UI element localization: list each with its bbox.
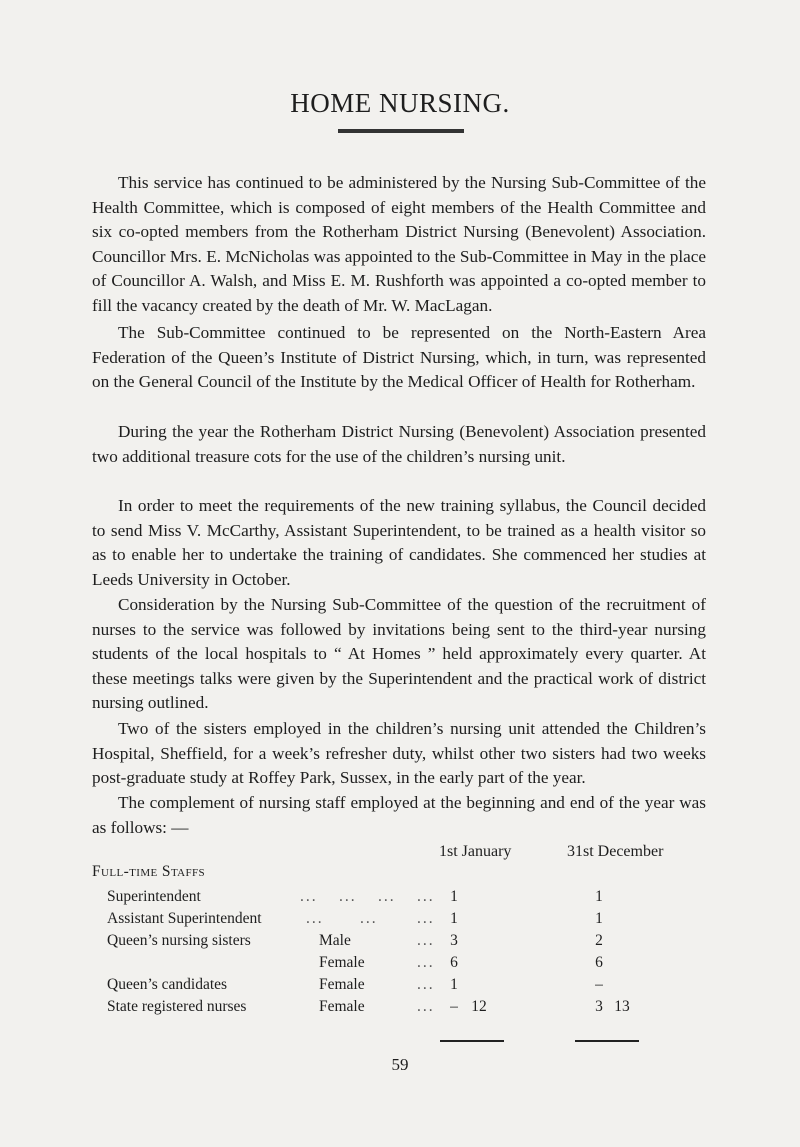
row-sex: Female [319,954,365,971]
paragraph-4: In order to meet the requirements of the new training syllabus, the Council decided to send Miss V. McCarthy, Assistant Superintendent, to be trained as a health visitor so as to enable her to undertake the training of candidates. She commenced her studies at Leeds University in October. [92,496,706,589]
table-row [0,998,800,1018]
row-label: Queen’s candidates [107,976,228,993]
jan-value: 1 [450,888,458,905]
leader-dots: ... [360,910,378,927]
leader-dots: ... [300,888,318,905]
jan-value: 6 [450,954,458,971]
jan-value: 3 [450,932,458,949]
paragraph-2: The Sub-Committee continued to be represented on the North-Eastern Area Federation of the Queen’s Institute of District Nursing, which, in turn, was represented on the General Council of the Institute by the Medical Officer of Health for Rotherham. [92,323,706,392]
section-heading: Full-time Staffs [92,863,206,880]
dec-value: 2 [595,932,603,949]
leader-dots: ... [339,888,357,905]
jan-total: 12 [471,998,487,1015]
table-row [0,954,800,974]
page-number: 59 [391,1055,409,1074]
page-title: HOME NURSING. [290,88,510,118]
dec-value: 6 [595,954,603,971]
row-sex: Male [319,932,351,949]
row-label: Superintendent [107,888,201,905]
row-sex: Female [319,998,365,1015]
dec-value: – [595,976,603,993]
dec-total: 13 [614,998,630,1015]
total-rule-january [440,1040,504,1042]
leader-dots: ... [417,888,435,905]
table-row [0,976,800,996]
paragraph-3: During the year the Rotherham District Nursing (Benevolent) Association presented two additional treasure cots for the use of the children’s nursing unit. [92,422,706,466]
row-label: Assistant Superintendent [107,910,262,927]
row-sex: Female [319,976,365,993]
leader-dots: ... [306,910,324,927]
table-row [0,888,800,908]
paragraph-7: The complement of nursing staff employed at the beginning and end of the year was as follows: — [92,793,706,837]
paragraph-1: This service has continued to be administered by the Nursing Sub-Committee of the Health Committee, which is composed of eight members of the Health Committee and six co-opted members from the Rotherham District Nursing (Benevolent) Association. Councillor Mrs. E. McNicholas was appointed to the Sub-Committee in May in the place of Councillor A. Walsh, and Miss E. M. Rushforth was appointed a co-opted member to fill the vacancy created by the death of Mr. W. MacLagan. [92,173,706,315]
row-label: Queen’s nursing sisters [107,932,251,949]
table-row [0,932,800,952]
column-header-december: 31st December [567,843,664,860]
table-row [0,910,800,930]
leader-dots: ... [417,954,435,971]
leader-dots: ... [417,976,435,993]
leader-dots: ... [417,910,435,927]
title-underline [338,129,464,133]
leader-dots: ... [417,932,435,949]
dec-value: 1 [595,888,603,905]
dec-value: 3 [595,998,603,1015]
paragraph-6: Two of the sisters employed in the children’s nursing unit attended the Children’s Hospital, Sheffield, for a week’s refresher duty, whilst other two sisters had two weeks post-graduate study at Roffey Park, Sussex, in the early part of the year. [92,719,706,788]
leader-dots: ... [417,998,435,1015]
jan-value: 1 [450,910,458,927]
row-label: State registered nurses [107,998,247,1015]
column-header-january: 1st January [439,843,512,860]
jan-value: 1 [450,976,458,993]
jan-value: – [450,998,458,1015]
leader-dots: ... [378,888,396,905]
dec-value: 1 [595,910,603,927]
paragraph-5: Consideration by the Nursing Sub-Committee of the question of the recruitment of nurses to the service was followed by invitations being sent to the third-year nursing students of the local hospitals to “ At Homes ” held approximately every quarter. At these meetings talks were given by the Superintendent and the practical work of district nursing outlined. [92,595,706,713]
total-rule-december [575,1040,639,1042]
